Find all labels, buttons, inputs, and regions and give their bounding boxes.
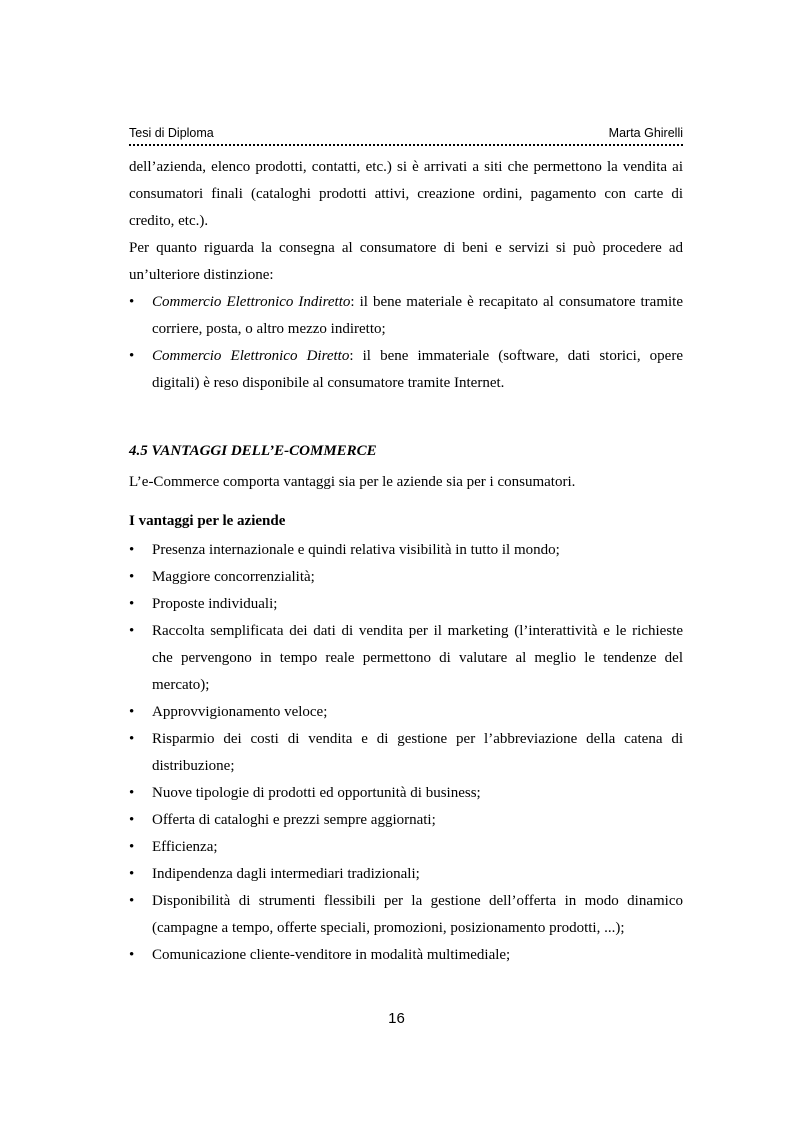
list-item: • Presenza internazionale e quindi relativa visibilità in tutto il mondo; [129,537,683,564]
list-item: • Offerta di cataloghi e prezzi sempre aggiornati; [129,807,683,834]
header-author: Marta Ghirelli [608,126,683,140]
list-item: • Raccolta semplificata dei dati di vendita per il marketing (l’interattività e le richieste che pervengono in tempo reale permettono di valutare al meglio le tendenze del mercato); [129,618,683,699]
list-item-term: Commercio Elettronico Diretto [152,348,350,364]
list-item: • Comunicazione cliente-venditore in modalità multimediale; [129,942,683,969]
list-item-term: Commercio Elettronico Indiretto [152,294,351,310]
list-item: • Risparmio dei costi di vendita e di gestione per l’abbreviazione della catena di distribuzione; [129,726,683,780]
section-title: 4.5 VANTAGGI DELL’E-COMMERCE [129,443,377,459]
list-item [129,343,683,397]
page-number: 16 [388,1010,405,1027]
continuation-paragraph: dell’azienda, elenco prodotti, contatti, etc.) si è arrivati a siti che permettono la vendita ai consumatori finali (cataloghi prodotti attivi, creazione ordini, pagamento con carte di credito, etc.). [129,159,683,229]
header-document-type: Tesi di Diploma [129,126,214,140]
list-item: • Proposte individuali; [129,591,683,618]
advantages-list [129,537,683,969]
list-item: • Disponibilità di strumenti flessibili per la gestione dell’offerta in modo dinamico (campagne a tempo, offerte speciali, promozioni, posizionamento prodotti, ...); [129,888,683,942]
list-item: • Indipendenza dagli intermediari tradizionali; [129,861,683,888]
section-intro: L’e-Commerce comporta vantaggi sia per le aziende sia per i consumatori. [129,474,576,490]
subheading: I vantaggi per le aziende [129,513,286,529]
page-header [129,124,683,146]
delivery-intro-paragraph: Per quanto riguarda la consegna al consumatore di beni e servizi si può procedere ad un’ulteriore distinzione: [129,240,683,283]
list-item-text: : il bene immateriale (software, dati storici, opere digitali) è reso disponibile al consumatore tramite Internet. [152,348,683,391]
delivery-types-list [129,289,683,397]
list-item-text: : il bene materiale è recapitato al consumatore tramite corriere, posta, o altro mezzo indiretto; [152,294,683,337]
list-item: • Nuove tipologie di prodotti ed opportunità di business; [129,780,683,807]
list-item [129,289,683,343]
list-item: • Maggiore concorrenzialità; [129,564,683,591]
list-item: • Efficienza; [129,834,683,861]
page-content [129,154,683,969]
list-item: • Approvvigionamento veloce; [129,699,683,726]
